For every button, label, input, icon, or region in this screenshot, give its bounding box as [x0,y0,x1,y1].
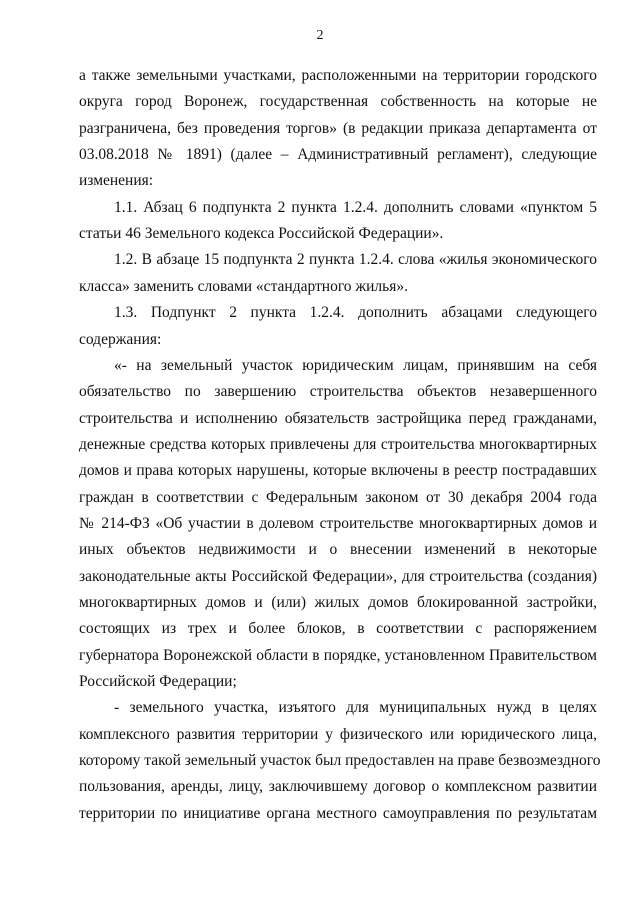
text-line: законодательные акты Российской Федерации», для строительства (создания) [79,568,597,585]
text-line: иных объектов недвижимости и о внесении изменений в некоторые [79,541,597,558]
text-line: содержания: [79,331,162,348]
text-line: № 214-ФЗ «Об участии в долевом строительстве многоквартирных домов и [79,515,597,532]
text-line: изменения: [79,172,154,189]
text-line: которому такой земельный участок был предоставлен на праве безвозмездного [79,752,601,769]
text-line: комплексного развития территории у физического или юридического лица, [79,726,597,743]
text-line: многоквартирных домов и (или) жилых домов блокированной застройки, [79,594,597,611]
text-line: губернатора Воронежской области в порядке, установленном Правительством [79,647,597,664]
page-number: 2 [316,28,324,43]
text-line: 1.2. В абзаце 15 подпункта 2 пункта 1.2.4. слова «жилья экономического [114,251,597,268]
text-line: разграничена, без проведения торгов» (в редакции приказа департамента от [79,120,597,137]
text-line: пользования, аренды, лицу, заключившему договор о комплексном развитии [79,778,597,795]
text-line: а также земельными участками, расположенными на территории городского [79,67,597,84]
text-line: состоящих из трех и более блоков, в соответствии с распоряжением [79,620,597,637]
text-line: денежные средства которых привлечены для строительства многоквартирных [79,436,597,453]
text-line: домов и права которых нарушены, которые включены в реестр пострадавших [79,462,597,479]
text-line: Российской Федерации; [79,673,237,690]
text-line: территории по инициативе органа местного самоуправления по результатам [79,805,597,822]
text-line: 1.3. Подпункт 2 пункта 1.2.4. дополнить абзацами следующего [114,304,597,321]
text-line: 03.08.2018 № 1891) (далее – Административный регламент), следующие [79,146,597,163]
text-line: обязательство по завершению строительства объектов незавершенного [79,383,597,400]
text-line: статьи 46 Земельного кодекса Российской Федерации». [79,225,444,242]
text-line: граждан в соответствии с Федеральным законом от 30 декабря 2004 года [79,489,597,506]
text-line: - земельного участка, изъятого для муниципальных нужд в целях [114,699,597,716]
text-line: 1.1. Абзац 6 подпункта 2 пункта 1.2.4. дополнить словами «пунктом 5 [114,199,597,216]
text-line: «- на земельный участок юридическим лицам, принявшим на себя [114,357,597,374]
text-line: округа город Воронеж, государственная собственность на которые не [79,93,597,110]
text-line: класса» заменить словами «стандартного жилья». [79,278,408,295]
text-line: строительства и исполнению обязательств застройщика перед гражданами, [79,410,597,427]
